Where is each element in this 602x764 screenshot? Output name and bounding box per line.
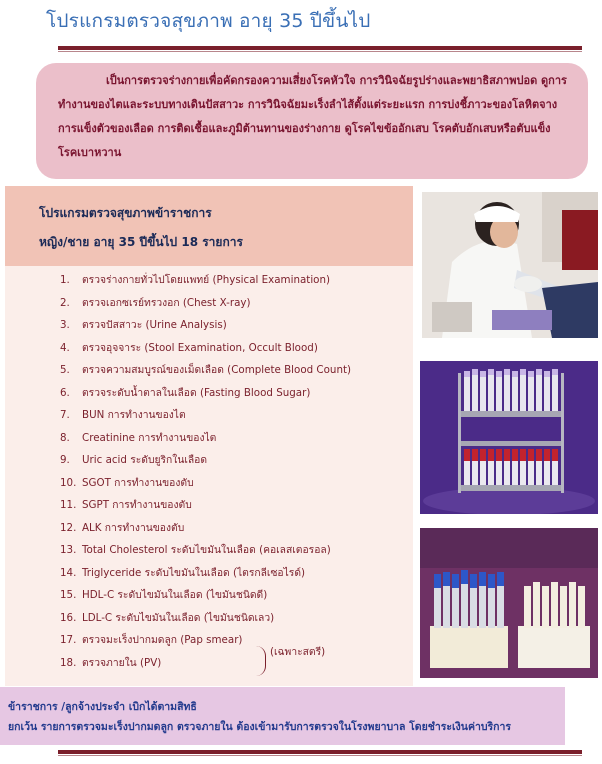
top-divider [58,46,582,50]
list-item: 14. Triglyceride ระดับไขมันในเลือด (ไตรกลีเซอไรด์) [60,566,306,579]
list-item: 5. ตรวจความสมบูรณ์ของเม็ดเลือด (Complete Blood Count) [60,364,352,376]
list-item: 9. Uric acid ระดับยูริกในเลือด [60,454,208,466]
list-item: 7. BUN การทำงานของไต [60,409,186,421]
page-title: โปรแกรมตรวจสุขภาพ อายุ 35 ปีขึ้นไป [46,10,371,32]
footer-line-eligibility: ข้าราชการ /ลูกจ้างประจำ เบิกได้ตามสิทธิ [8,701,197,713]
list-item: 8. Creatinine การทำงานของไต [60,431,217,444]
list-item: 4. ตรวจอุจจาระ (Stool Examination, Occult Blood) [60,341,318,354]
bottom-divider-thin [58,755,582,756]
list-item: 11. SGPT การทำงานของตับ [60,499,192,511]
list-item: 6. ตรวจระดับน้ำตาลในเลือด (Fasting Blood Sugar) [60,386,311,399]
checkup-list [60,272,351,677]
list-item: 12. ALK การทำงานของตับ [60,521,185,534]
list-item: 15. HDL-C ระดับไขมันในเลือด (ไขมันชนิดดี) [60,589,268,601]
top-divider-thin [58,51,582,52]
footer-line-exception: ยกเว้น รายการตรวจมะเร็งปากมดลูก ตรวจภายใน ต้องเข้ามารับการตรวจในโรงพยาบาล โดยชำระเงินค่าบริการ [8,721,512,733]
intro-text: เป็นการตรวจร่างกายเพื่อคัดกรองความเสี่ยงโรคหัวใจ การวินิจฉัยรูปร่างและพยาธิสภาพปอด ดูการทำงานของไตและระบบทางเดินปัสสาวะ การวินิจฉัยมะเร็งลำไส้ตั้งแต่ระยะแรก การบ่งชี้ภาวะของโลหิตจาง การแข็งตัวของเลือด การติดเชื้อและภูมิต้านทานของร่างกาย ดูโรคไขข้ออักเสบ โรคตับอักเสบหรือตับแข็ง โรคเบาหวาน [58,74,567,159]
footer-note [0,687,565,745]
list-item: 16. LDL-C ระดับไขมันในเลือด (ไขมันชนิดเลว) [60,611,275,624]
list-item: 2. ตรวจเอกซเรย์ทรวงอก (Chest X-ray) [60,296,251,309]
intro-box [36,63,588,179]
list-item: 18. ตรวจภายใน (PV) [60,656,162,669]
list-item: 10. SGOT การทำงานของตับ [60,476,194,489]
program-panel-header [5,186,413,266]
list-item: 17. ตรวจมะเร็งปากมดลูก (Pap smear) [60,634,243,646]
list-item: 3. ตรวจปัสสาวะ (Urine Analysis) [60,319,227,331]
program-heading: โปรแกรมตรวจสุขภาพข้าราชการ [39,206,212,220]
nurse-blood-draw-photo [422,192,598,338]
sample-tubes-photo [420,528,598,678]
program-subheading: หญิง/ชาย อายุ 35 ปีขึ้นไป 18 รายการ [39,235,243,249]
list-item: 1. ตรวจร่างกายทั่วไปโดยแพทย์ (Physical Examination) [60,274,331,286]
women-only-note: (เฉพาะสตรี) [270,646,326,658]
bottom-divider [58,750,582,754]
test-tube-rack-photo [420,361,598,514]
list-item: 13. Total Cholesterol ระดับไขมันในเลือด (คอเลสเตอรอล) [60,544,331,556]
